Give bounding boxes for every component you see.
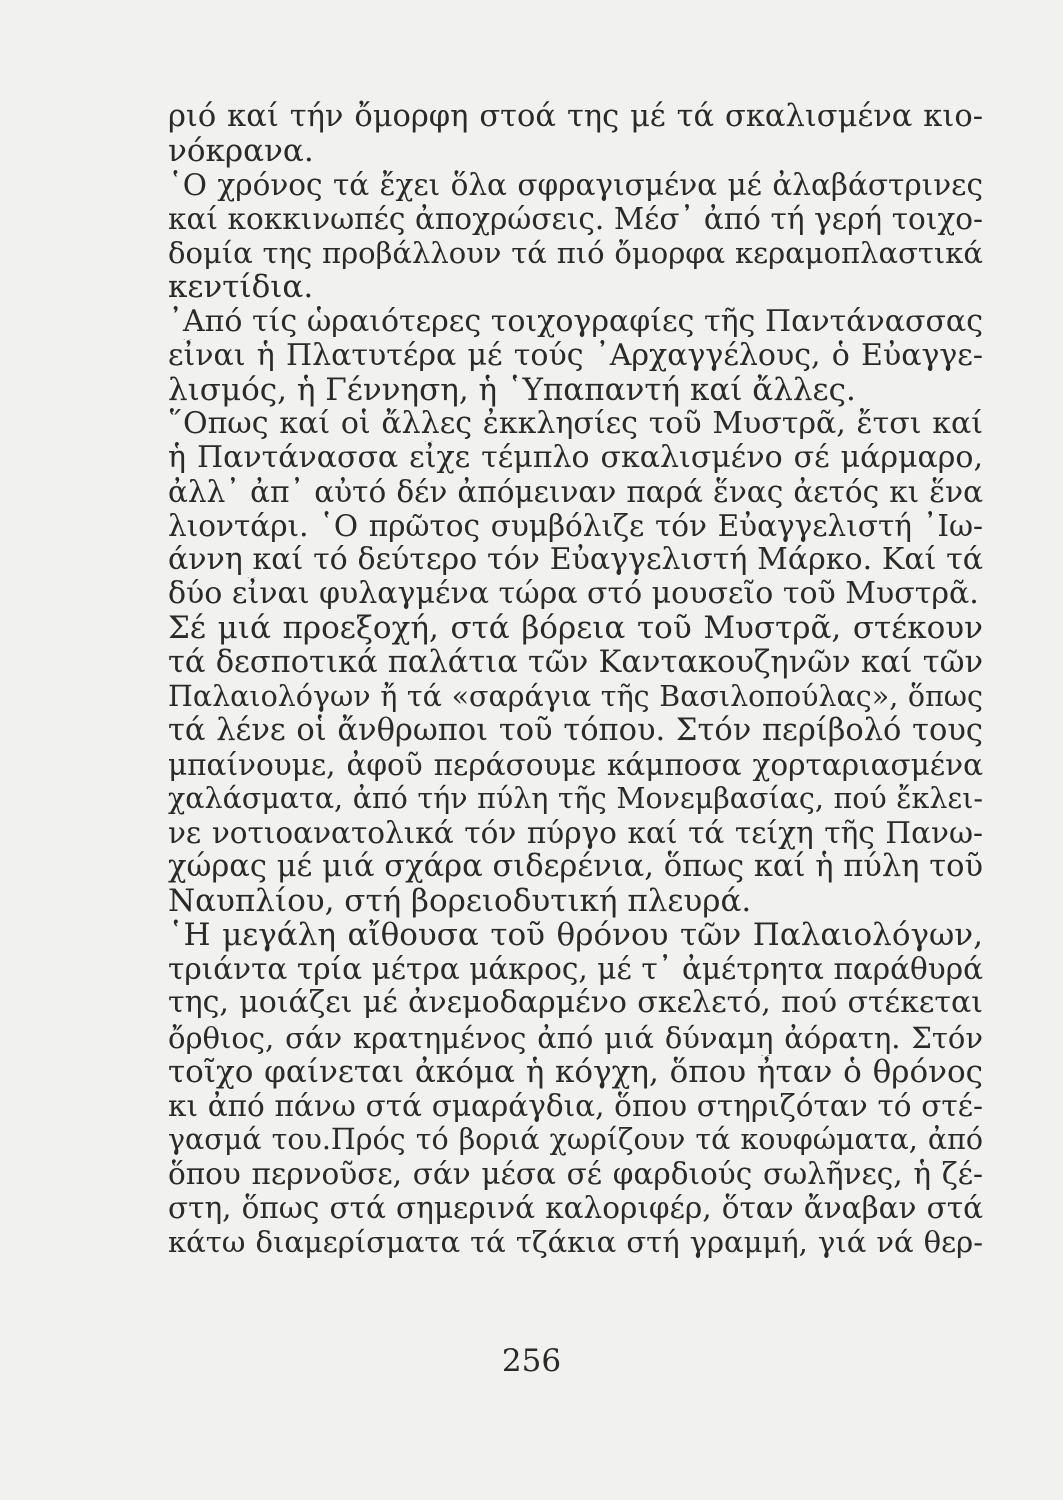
text-line: δύο εἶναι φυλαγμένα τώρα στό μουσεῖο τοῦ Μυστρᾶ. (168, 577, 979, 612)
text-line: λιοντάρι. ῾Ο πρῶτος συμβόλιζε τόν Εὐαγγελιστή ᾽Ιω- (168, 509, 983, 544)
text-line: ῾Ο χρόνος τά ἔχει ὅλα σφραγισμένα μέ ἀλαβάστρινες (168, 168, 983, 203)
text-line: λισμός, ἡ Γέννηση, ἡ ῾Υπαπαντή καί ἄλλες. (168, 372, 856, 407)
text-line: μπαίνουμε, ἀφοῦ περάσουμε κάμποσα χορταριασμένα (168, 747, 983, 782)
text-line: της, μοιάζει μέ ἀνεμοδαρμένο σκελετό, πού στέκεται (168, 986, 983, 1021)
page-number: 256 (501, 1343, 562, 1379)
text-line: κι ἀπό πάνω στά σμαράγδια, ὅπου στηριζόταν τό στέ- (168, 1088, 983, 1123)
text-line: νόκρανα. (168, 134, 314, 169)
text-line: καί κοκκινωπές ἀποχρώσεις. Μέσ᾽ ἀπό τή γερή τοιχο- (168, 202, 983, 237)
text-line: ᾽Από τίς ὡραιότερες τοιχογραφίες τῆς Παντάνασσας (168, 304, 983, 339)
text-line: στη, ὅπως στά σημερινά καλοριφέρ, ὅταν ἄναβαν στά (168, 1191, 983, 1225)
text-line: ὅπου περνοῦσε, σάν μέσα σέ φαρδιούς σωλῆνες, ἡ ζέ- (168, 1156, 983, 1191)
text-line: δομία της προβάλλουν τά πιό ὄμορφα κεραμοπλαστικά (168, 236, 983, 271)
text-lines (168, 100, 983, 1259)
text-line: νε νοτιοανατολικά τόν πύργο καί τά τείχη τῆς Πανω- (168, 815, 983, 850)
text-line: άννη καί τό δεύτερο τόν Εὐαγγελιστή Μάρκο. Καί τά (168, 543, 983, 578)
text-line: ἡ Παντάνασσα εἶχε τέμπλο σκαλισμένο σέ μάρμαρο, (168, 440, 983, 475)
text-line: χώρας μέ μιά σχάρα σιδερένια, ὅπως καί ἡ πύλη τοῦ (168, 850, 983, 885)
text-line: ῾Η μεγάλη αἴθουσα τοῦ θρόνου τῶν Παλαιολόγων, (168, 918, 983, 953)
text-line: χαλάσματα, ἀπό τήν πύλη τῆς Μονεμβασίας, πού ἔκλει- (168, 781, 983, 815)
text-line: Παλαιολόγων ἤ τά «σαράγια τῆς Βασιλοπούλας», ὅπως (168, 679, 983, 713)
text-line: τά δεσποτικά παλάτια τῶν Καντακουζηνῶν καί τῶν (168, 645, 983, 680)
text-line: ἀλλ᾽ ἀπ᾽ αὐτό δέν ἀπόμειναν παρά ἕνας ἀετός κι ἕνα (168, 475, 983, 510)
text-line: Σέ μιά προεξοχή, στά βόρεια τοῦ Μυστρᾶ, στέκουν (168, 611, 983, 646)
text-line: ριό καί τήν ὄμορφη στοά της μέ τά σκαλισμένα κιο- (168, 100, 983, 134)
text-line: κεντίδια. (168, 270, 314, 305)
text-line: εἶναι ἡ Πλατυτέρα μέ τούς ᾽Αρχαγγέλους, ὁ Εὐαγγε- (168, 338, 983, 373)
text-line: τά λένε οἱ ἄνθρωποι τοῦ τόπου. Στόν περίβολό τους (168, 713, 983, 748)
text-line: ῞Οπως καί οἱ ἄλλες ἐκκλησίες τοῦ Μυστρᾶ, ἔτσι καί (168, 406, 983, 441)
text-line: Ναυπλίου, στή βορειοδυτική πλευρά. (168, 884, 752, 919)
text-line: κάτω διαμερίσματα τά τζάκια στή γραμμή, γιά νά θερ- (168, 1225, 983, 1260)
text-line: ὄρθιος, σάν κρατημένος ἀπό μιά δύναμη ἀόρατη. Στόν (168, 1020, 983, 1055)
body-text (168, 100, 983, 1259)
text-line: γασμά του.Πρός τό βοριά χωρίζουν τά κουφώματα, ἀπό (168, 1122, 983, 1156)
text-line: τοῖχο φαίνεται ἀκόμα ἡ κόγχη, ὅπου ἦταν ὁ θρόνος (168, 1054, 983, 1089)
text-line: τριάντα τρία μέτρα μάκρος, μέ τ᾽ ἀμέτρητα παράθυρά (168, 952, 983, 987)
